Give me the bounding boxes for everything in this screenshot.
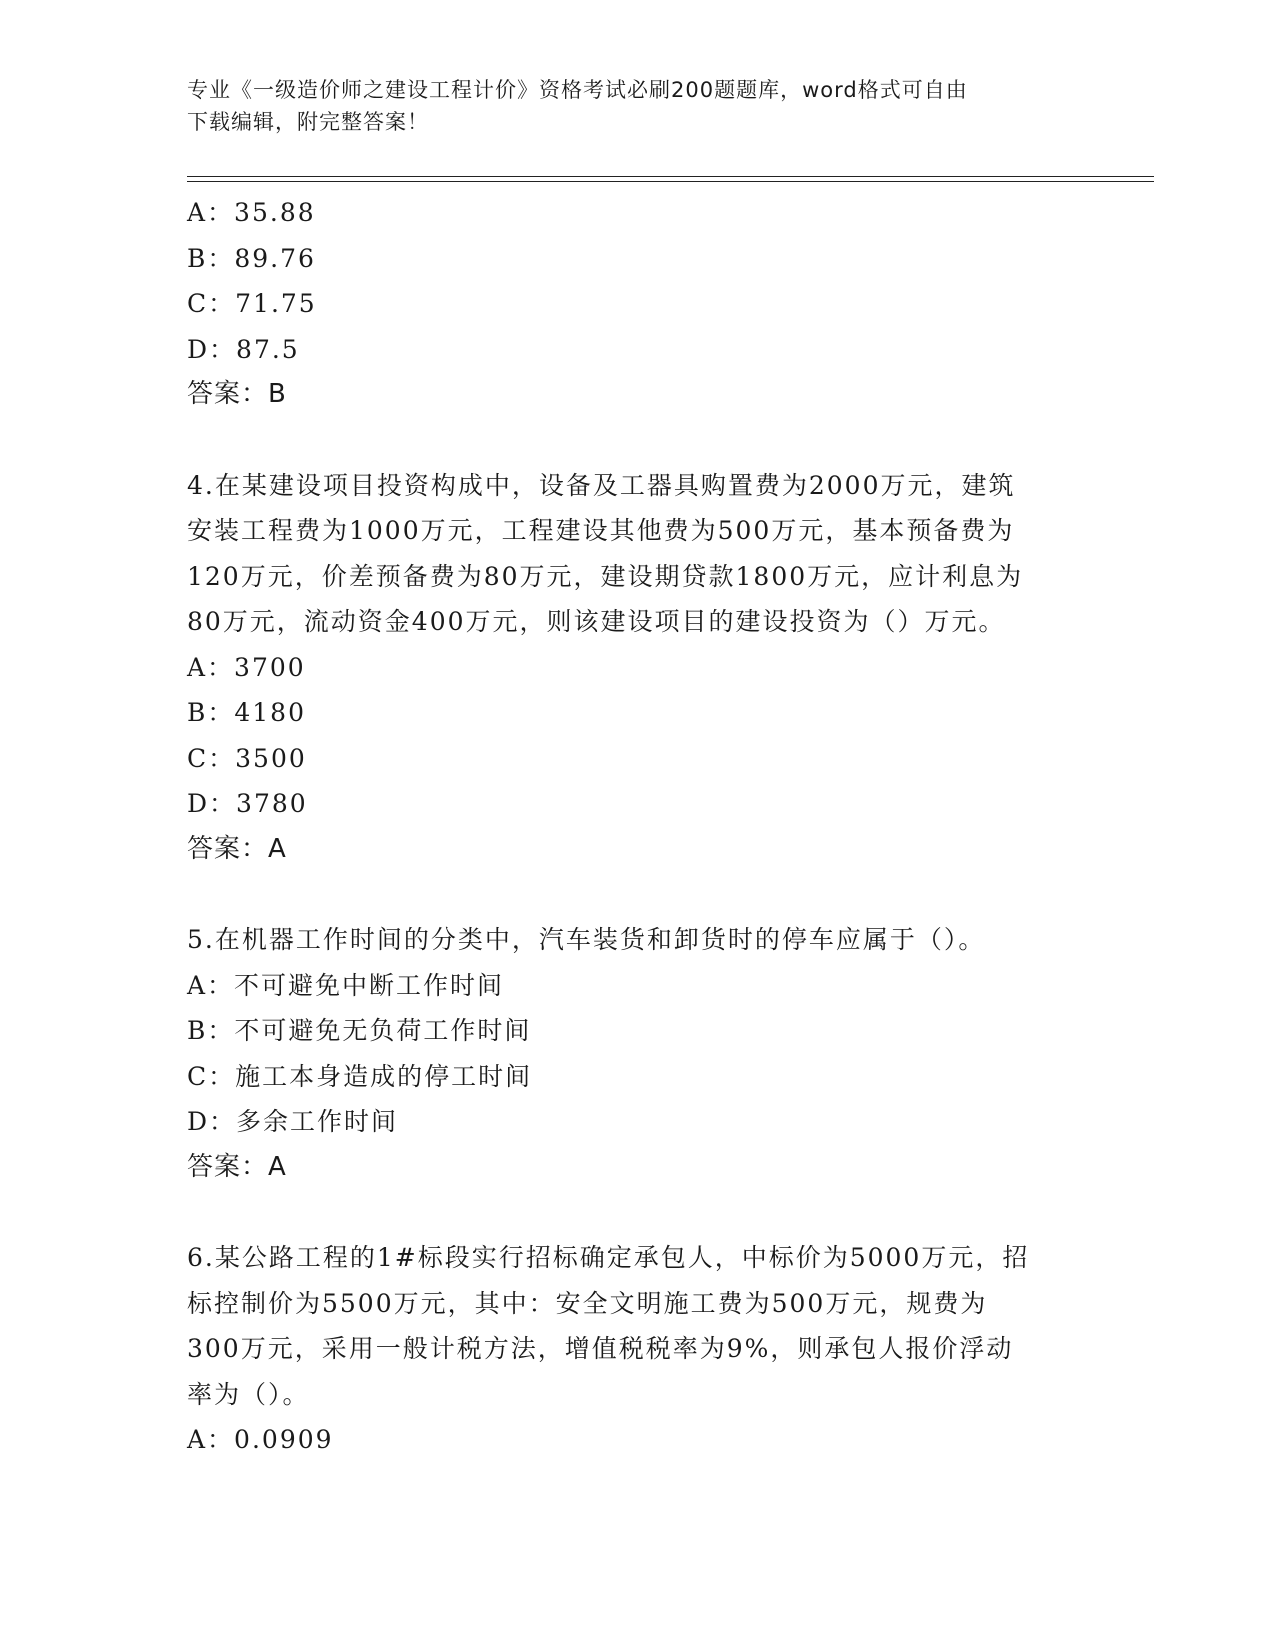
option-a: A：3700: [187, 652, 306, 682]
stem-line: 标控制价为5500万元，其中：安全文明施工费为500万元，规费为: [187, 1288, 988, 1318]
stem-line: 安装工程费为1000万元，工程建设其他费为500万元，基本预备费为: [187, 516, 1015, 545]
question-4: [187, 463, 1087, 873]
question-5: [187, 917, 1087, 1190]
option-a: A：不可避免中断工作时间: [187, 970, 505, 1000]
header-line-1: 专业《一级造价师之建设工程计价》资格考试必刷200题题库，word格式可自由: [187, 78, 968, 102]
question-stem: [187, 917, 1087, 963]
document-header: [187, 74, 1087, 138]
stem-line: 120万元，价差预备费为80万元，建设期贷款1800万元，应计利息为: [187, 561, 1024, 591]
answer: 答案：A: [187, 833, 287, 864]
answer: 答案：B: [187, 379, 287, 409]
stem-line: 80万元，流动资金400万元，则该建设项目的建设投资为（）万元。: [187, 607, 1006, 636]
header-divider-top: [187, 176, 1154, 177]
answer: 答案：A: [187, 1151, 287, 1182]
option-d: D：87.5: [187, 334, 300, 364]
question-stem: [187, 463, 1087, 645]
option-d: D：多余工作时间: [187, 1107, 399, 1136]
stem-line: 率为（）。: [187, 1379, 310, 1409]
question-stem: [187, 1235, 1087, 1417]
question-list: [187, 190, 1087, 1463]
question-3: [187, 190, 1087, 418]
option-a: A：0.0909: [187, 1425, 334, 1454]
option-d: D：3780: [187, 789, 308, 818]
question-6: [187, 1235, 1087, 1463]
stem-line: 4.在某建设项目投资构成中，设备及工器具购置费为2000万元，建筑: [187, 470, 1016, 500]
option-b: B：4180: [187, 698, 306, 727]
stem-line: 6.某公路工程的1#标段实行招标确定承包人，中标价为5000万元，招: [187, 1243, 1030, 1272]
stem-line: 300万元，采用一般计税方法，增值税税率为9%，则承包人报价浮动: [187, 1334, 1014, 1363]
header-line-2: 下载编辑，附完整答案！: [187, 110, 429, 134]
header-divider-bottom: [187, 181, 1154, 182]
option-c: C：施工本身造成的停工时间: [187, 1061, 533, 1091]
option-b: B：89.76: [187, 243, 316, 273]
option-c: C：3500: [187, 743, 307, 773]
option-a: A：35.88: [187, 198, 316, 227]
option-c: C：71.75: [187, 289, 317, 318]
option-b: B：不可避免无负荷工作时间: [187, 1016, 532, 1045]
stem-line: 5.在机器工作时间的分类中，汽车装货和卸货时的停车应属于（）。: [187, 925, 986, 954]
